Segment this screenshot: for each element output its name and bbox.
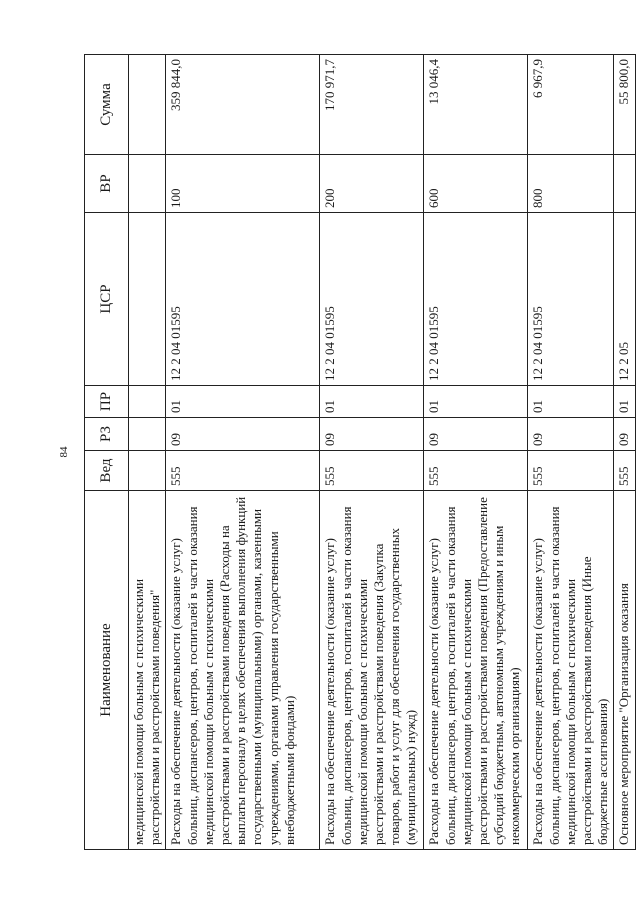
cell-sum: 6 967,9 (528, 55, 614, 155)
header-sum: Сумма (85, 55, 129, 155)
cell-rz (129, 418, 166, 451)
cell-rz: 09 (424, 418, 528, 451)
header-row (85, 55, 129, 850)
header-rz: РЗ (85, 418, 129, 451)
cell-vr: 800 (528, 155, 614, 213)
header-name: Наименование (85, 491, 129, 850)
cell-ved (129, 451, 166, 491)
cell-name: Основное мероприятие "Организация оказания (614, 491, 635, 850)
header-pr: ПР (85, 386, 129, 418)
table-row (424, 55, 528, 850)
budget-table (84, 54, 636, 850)
cell-pr (129, 386, 166, 418)
cell-pr: 01 (424, 386, 528, 418)
cell-sum: 13 046,4 (424, 55, 528, 155)
cell-sum: 170 971,7 (320, 55, 424, 155)
cell-name: Расходы на обеспечение деятельности (оказание услуг) больниц, диспансеров, центров, госпиталей в части оказания медицинской помощи больным с психическими расстройствами и расстройствами поведения (Расходы на выплаты персоналу в целях обеспечения выполнения функций государственными (муниципальными) органами, казенными учреждениями, органами управления государственными внебюджетными фондами) (166, 491, 320, 850)
header-vr: ВР (85, 155, 129, 213)
cell-name: Расходы на обеспечение деятельности (оказание услуг) больниц, диспансеров, центров, госпиталей в части оказания медицинской помощи больным с психическими расстройствами и расстройствами поведения (Иные бюджетные ассигнования) (528, 491, 614, 850)
header-ved: Вед (85, 451, 129, 491)
cell-csr: 12 2 05 (614, 213, 635, 386)
cell-vr (614, 155, 635, 213)
cell-ved: 555 (424, 451, 528, 491)
cell-rz: 09 (614, 418, 635, 451)
cell-csr (129, 213, 166, 386)
page-number: 84 (58, 446, 70, 458)
cell-csr: 12 2 04 01595 (320, 213, 424, 386)
cell-ved: 555 (614, 451, 635, 491)
cell-vr: 100 (166, 155, 320, 213)
table-row (129, 55, 166, 850)
header-csr: ЦСР (85, 213, 129, 386)
cell-csr: 12 2 04 01595 (424, 213, 528, 386)
cell-csr: 12 2 04 01595 (528, 213, 614, 386)
table-row (614, 55, 635, 850)
table-row (528, 55, 614, 850)
cell-rz: 09 (528, 418, 614, 451)
cell-sum: 359 844,0 (166, 55, 320, 155)
cell-sum: 55 800,0 (614, 55, 635, 155)
cell-pr: 01 (614, 386, 635, 418)
table-row (166, 55, 320, 850)
table-row (320, 55, 424, 850)
cell-name: Расходы на обеспечение деятельности (оказание услуг) больниц, диспансеров, центров, госпиталей в части оказания медицинской помощи больным с психическими расстройствами и расстройствами поведения (Закупка товаров, работ и услуг для обеспечения государственных (муниципальных) нужд) (320, 491, 424, 850)
cell-sum (129, 55, 166, 155)
cell-vr: 200 (320, 155, 424, 213)
cell-ved: 555 (166, 451, 320, 491)
rotated-table-wrapper (84, 55, 632, 850)
cell-ved: 555 (528, 451, 614, 491)
cell-vr (129, 155, 166, 213)
cell-pr: 01 (166, 386, 320, 418)
cell-pr: 01 (528, 386, 614, 418)
cell-name: Расходы на обеспечение деятельности (оказание услуг) больниц, диспансеров, центров, госпиталей в части оказания медицинской помощи больным с психическими расстройствами и расстройствами поведения (Предоставление субсидий бюджетным, автономным учреждениям и иным некоммерческим организациям) (424, 491, 528, 850)
cell-rz: 09 (166, 418, 320, 451)
cell-vr: 600 (424, 155, 528, 213)
cell-rz: 09 (320, 418, 424, 451)
cell-name: медицинской помощи больным с психическими расстройствами и расстройствами поведения" (129, 491, 166, 850)
cell-csr: 12 2 04 01595 (166, 213, 320, 386)
cell-pr: 01 (320, 386, 424, 418)
cell-ved: 555 (320, 451, 424, 491)
